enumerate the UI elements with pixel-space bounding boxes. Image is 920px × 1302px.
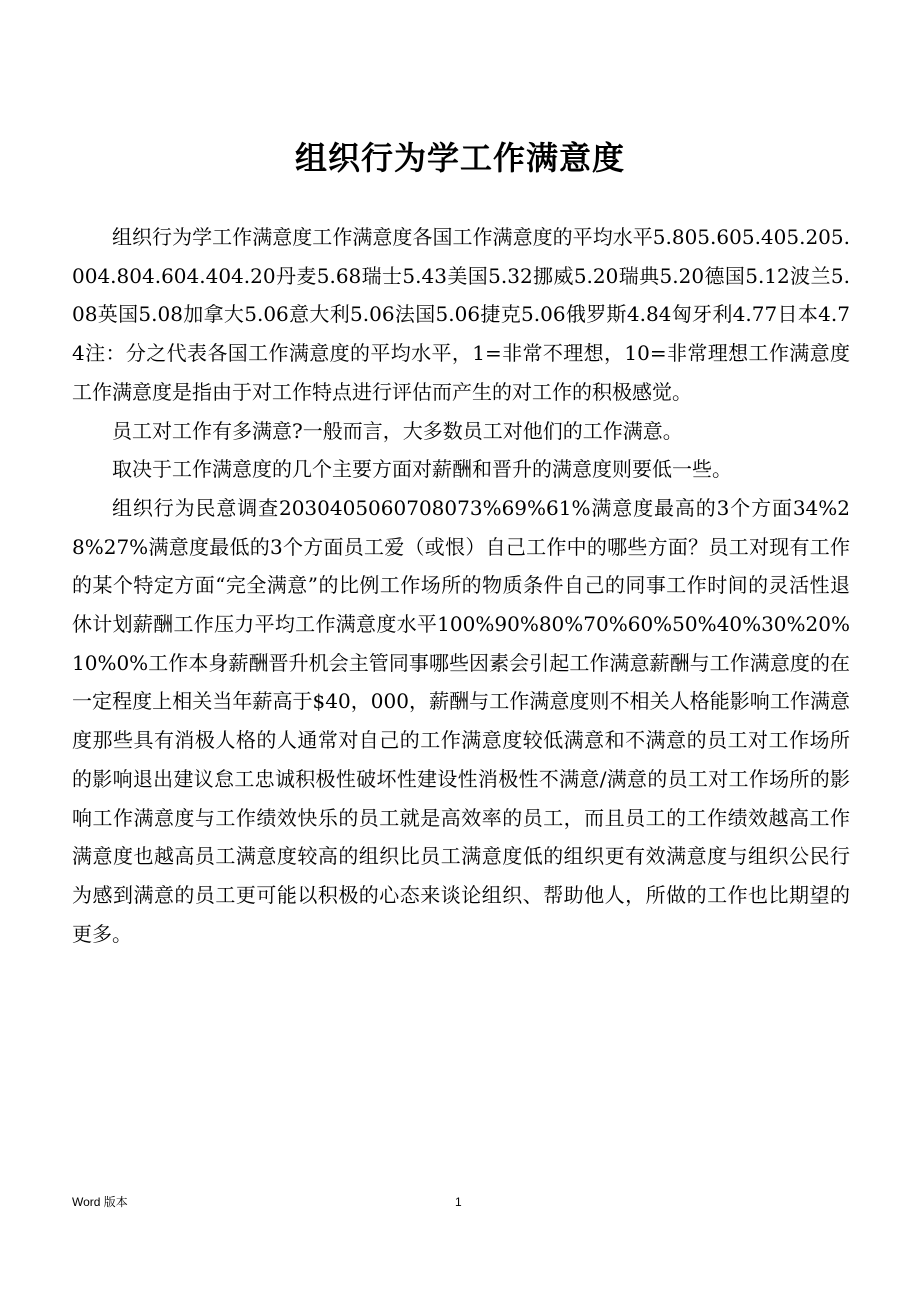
paragraph-4: 组织行为民意调查2030405060708073%69%61%满意度最高的3个方面34%28%27%满意度最低的3个方面员工爱（或恨）自己工作中的哪些方面？员工对现有工作的某个特定方面“完全满意”的比例工作场所的物质条件自己的同事工作时间的灵活性退休计划薪酬工作压力平均工作满意度水平100%90%80%70%60%50%40%30%20%10%0%工作本身薪酬晋升机会主管同事哪些因素会引起工作满意薪酬与工作满意度的在一定程度上相关当年薪高于$40，000，薪酬与工作满意度则不相关人格能影响工作满意度那些具有消极人格的人通常对自己的工作满意度较低满意和不满意的员工对工作场所的影响退出建议怠工忠诚积极性破坏性建设性消极性不满意/满意的员工对工作场所的影响工作满意度与工作绩效快乐的员工就是高效率的员工，而且员工的工作绩效越高工作满意度也越高员工满意度较高的组织比员工满意度低的组织更有效满意度与组织公民行为感到满意的员工更可能以积极的心态来谈论组织、帮助他人，所做的工作也比期望的更多。 — [72, 495, 850, 946]
document-title: 组织行为学工作满意度 — [294, 139, 625, 177]
paragraph-3: 取决于工作满意度的几个主要方面对薪酬和晋升的满意度则要低一些。 — [112, 457, 732, 482]
paragraph-1: 组织行为学工作满意度工作满意度各国工作满意度的平均水平5.805.605.405.205.004.804.604.404.20丹麦5.68瑞士5.43美国5.32挪威5.20瑞典5.20德国5.12波兰5.08英国5.08加拿大5.06意大利5.06法国5.06捷克5.06俄罗斯4.84匈牙利4.77日本4.74注：分之代表各国工作满意度的平均水平，1=非常不理想，10=非常理想工作满意度工作满意度是指由于对工作特点进行评估而产生的对工作的积极感觉。 — [72, 225, 850, 404]
document-body — [72, 218, 850, 953]
footer-label: Word 版本 — [72, 1195, 128, 1209]
paragraph-2: 员工对工作有多满意?一般而言，大多数员工对他们的工作满意。 — [112, 418, 683, 443]
page-number: 1 — [455, 1195, 462, 1209]
